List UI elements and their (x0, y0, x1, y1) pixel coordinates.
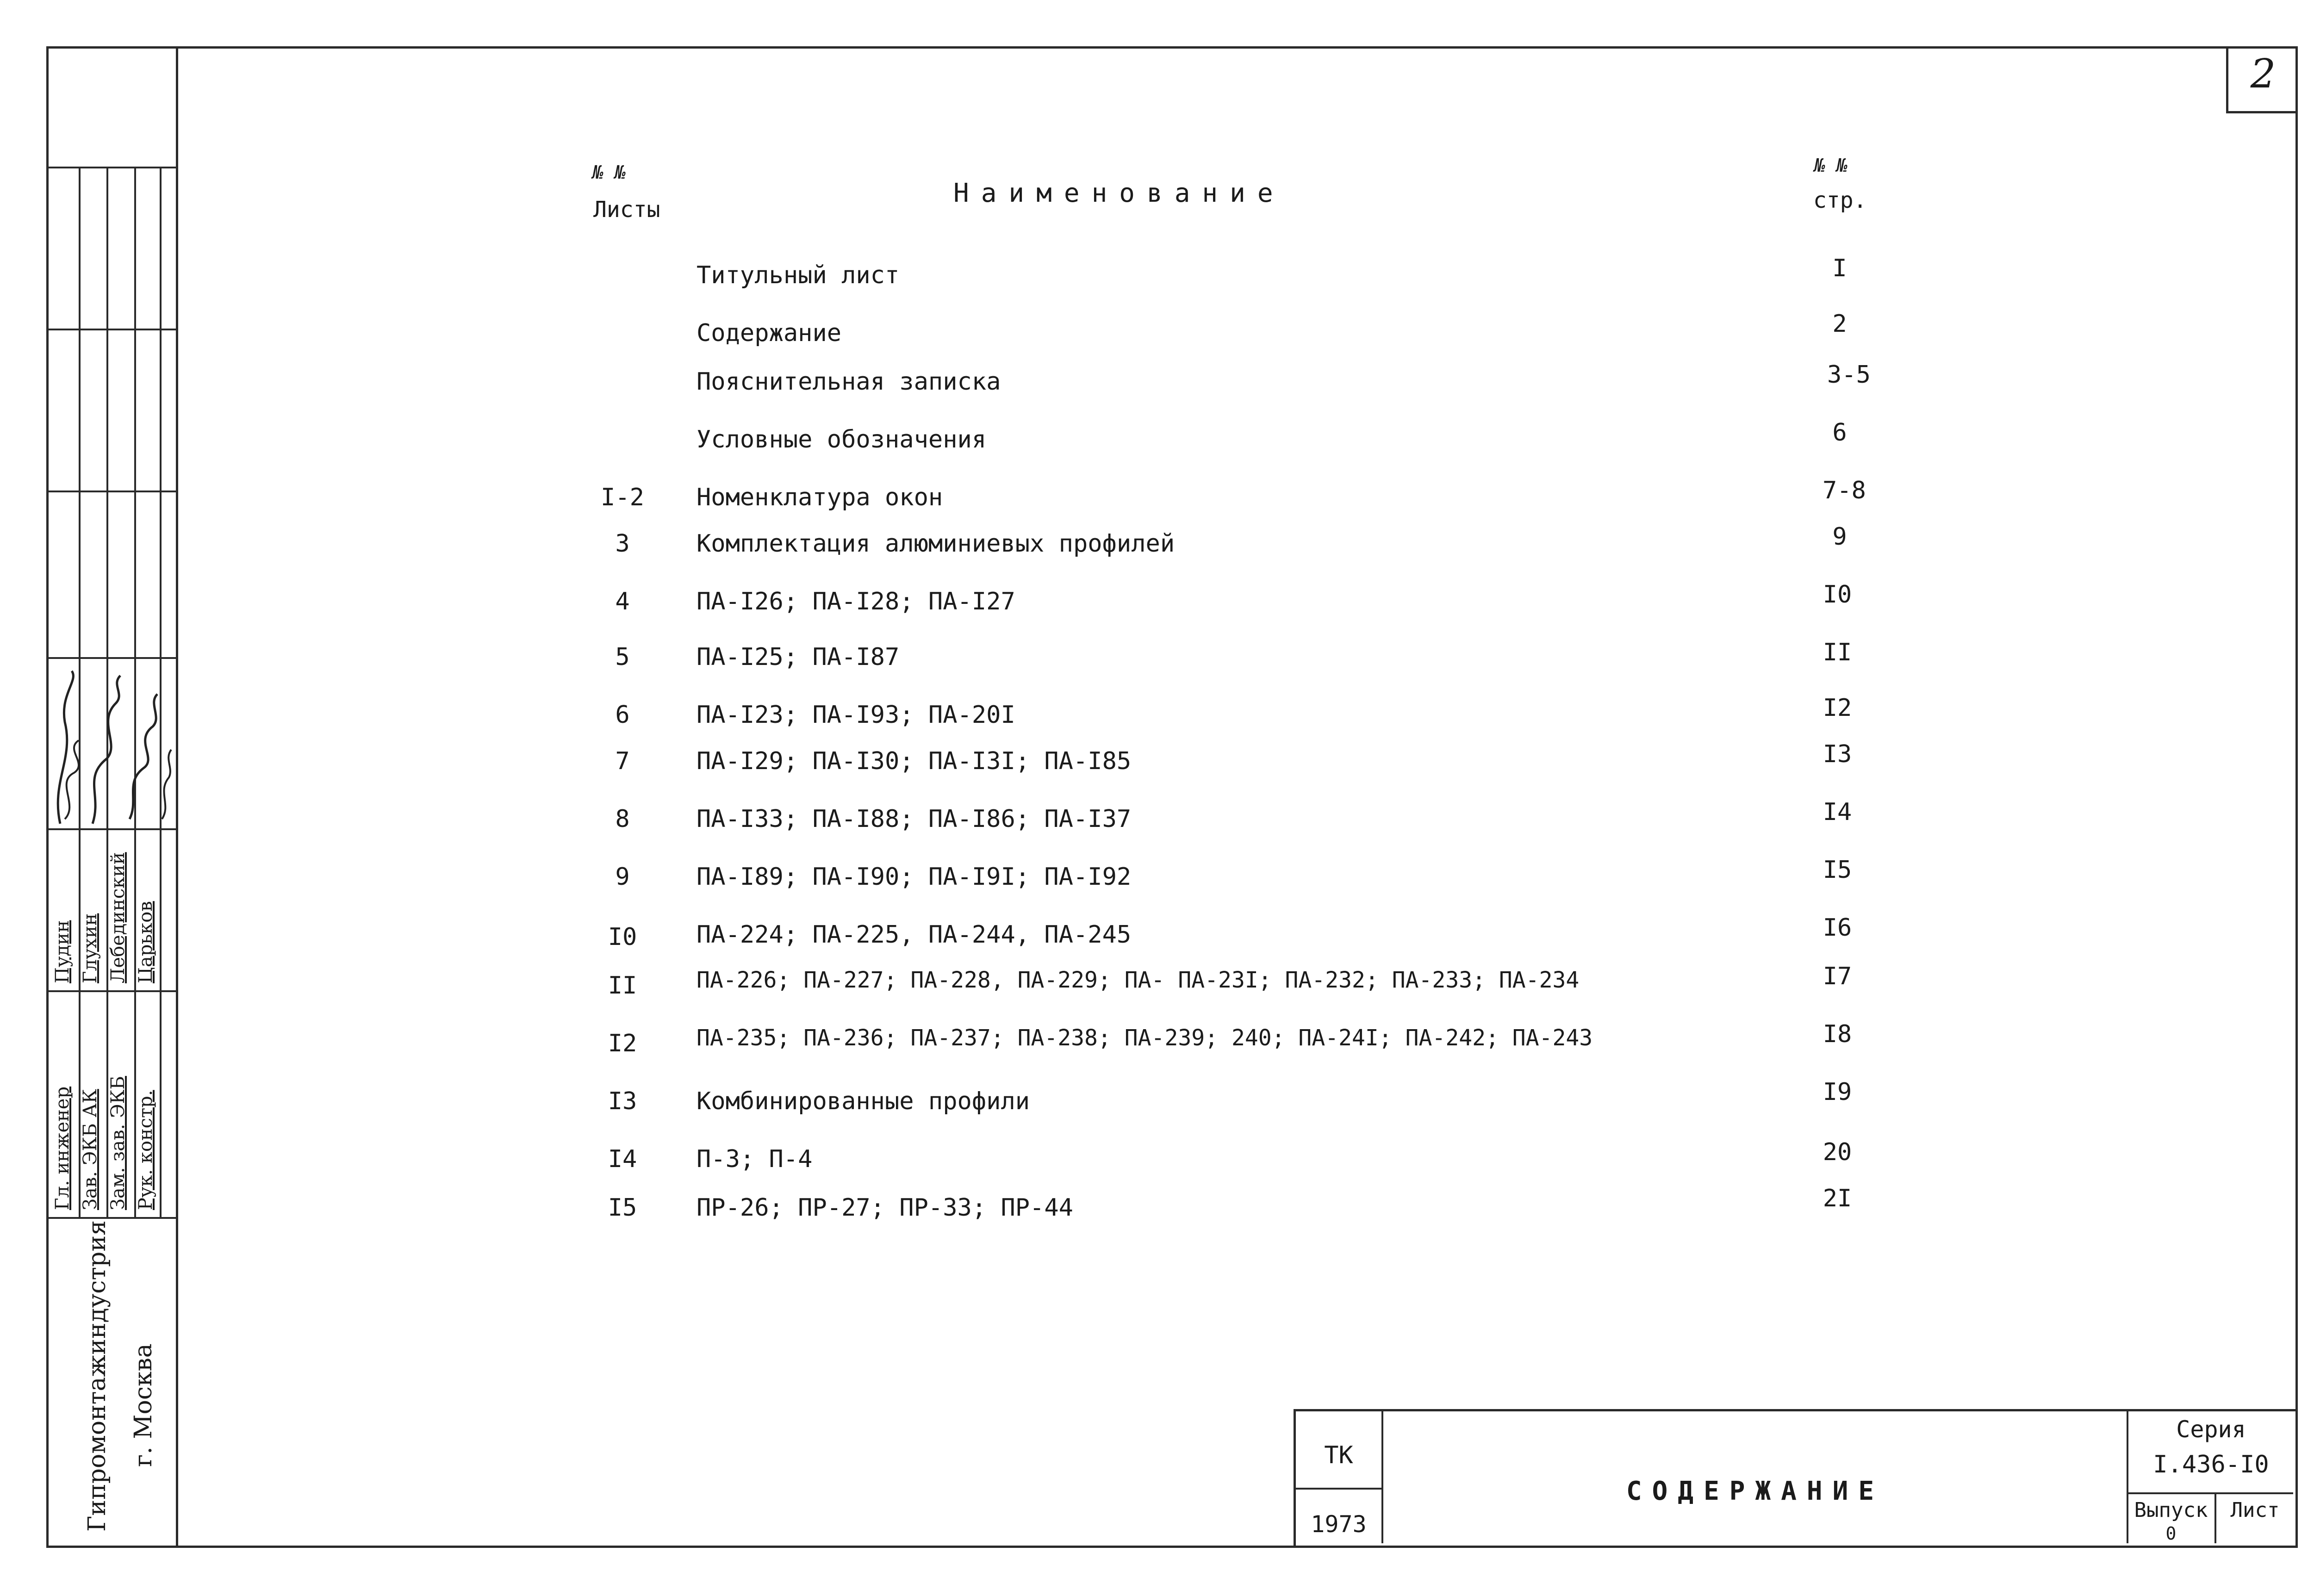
series-label: Серия (2176, 1416, 2246, 1443)
sheet-number: I0 (608, 923, 637, 951)
page-ref: I6 (1823, 914, 1852, 942)
item-name: Комплектация алюминиевых профилей (697, 530, 1175, 558)
sheet-number: II (608, 972, 637, 1000)
stamp-name: Глухин (80, 913, 101, 983)
issue-label: Выпуск (2134, 1498, 2208, 1522)
item-name: Комбинированные профили (697, 1087, 1030, 1115)
stamp-line (46, 657, 176, 659)
title-block-divider (2127, 1492, 2293, 1494)
sheet-number: 8 (615, 805, 630, 833)
year-cell: 1973 (1311, 1511, 1367, 1538)
page-ref: I7 (1823, 963, 1852, 990)
pages-mark: № № (1814, 155, 1848, 176)
stamp-role: Гл. инженер (52, 1086, 73, 1210)
page-ref: 2 (1832, 310, 1847, 338)
sheet-number: 9 (615, 863, 630, 891)
item-name: Титульный лист (697, 261, 900, 289)
organization-name: Гипромонтажиндустрия (83, 1220, 111, 1532)
stamp-line (46, 990, 176, 992)
page-ref: 20 (1823, 1138, 1852, 1166)
stamp-role: Рук. констр. (135, 1090, 156, 1210)
item-name: ПА-I29; ПА-I30; ПА-I3I; ПА-I85 (697, 747, 1132, 775)
stamp-line (46, 491, 176, 492)
sheet-number: 6 (615, 701, 630, 729)
page-ref: 2I (1823, 1185, 1852, 1212)
stamp-name: Пудин (52, 920, 73, 983)
issue-value: 0 (2165, 1523, 2177, 1544)
drawing-frame (46, 46, 2298, 1548)
item-name: Пояснительная записка (697, 368, 1001, 396)
page-ref: I4 (1823, 798, 1852, 826)
sheet-number: I4 (608, 1145, 637, 1173)
stamp-top-line (46, 167, 176, 168)
item-name: ПА-I23; ПА-I93; ПА-20I (697, 701, 1015, 729)
pages-header: стр. (1813, 187, 1867, 213)
page-ref: 7-8 (1823, 477, 1866, 504)
title-block-divider (1294, 1488, 1381, 1490)
handwritten-signatures (46, 666, 176, 833)
item-name: Условные обозначения (697, 426, 987, 453)
stamp-role: Зав. ЭКБ АК (80, 1089, 101, 1210)
stamp-line (46, 329, 176, 330)
document-title: СОДЕРЖАНИЕ (1626, 1476, 1885, 1506)
item-name: ПА-I26; ПА-I28; ПА-I27 (697, 588, 1015, 615)
item-name: П-3; П-4 (697, 1145, 813, 1173)
page-ref: 6 (1832, 419, 1847, 447)
stamp-bottom-line (46, 1217, 176, 1219)
title-block-divider (1381, 1409, 1383, 1543)
item-name: ПА-235; ПА-236; ПА-237; ПА-238; ПА-239; 240; ПА-24I; ПА-242; ПА-243 (697, 1025, 1593, 1051)
sheet-number: I3 (608, 1087, 637, 1115)
sheets-header: Листы (593, 197, 660, 223)
sheet-number: 4 (615, 588, 630, 615)
page-ref: I2 (1823, 694, 1852, 722)
item-name: ПА-I89; ПА-I90; ПА-I9I; ПА-I92 (697, 863, 1132, 891)
sheet-number: 7 (615, 747, 630, 775)
page-ref: I3 (1823, 740, 1852, 768)
page-number-box (2226, 46, 2298, 113)
item-name: ПА-I25; ПА-I87 (697, 643, 900, 671)
page-ref: I0 (1823, 581, 1852, 609)
series-value: I.436-I0 (2153, 1451, 2269, 1478)
item-name: Номенклатура окон (697, 484, 943, 511)
item-name: ПА-226; ПА-227; ПА-228, ПА-229; ПА- ПА-23I; ПА-232; ПА-233; ПА-234 (697, 967, 1580, 993)
page-ref: I9 (1823, 1078, 1852, 1106)
item-name: ПР-26; ПР-27; ПР-33; ПР-44 (697, 1194, 1073, 1222)
city-name: г. Москва (130, 1343, 157, 1467)
page-ref: I8 (1823, 1020, 1852, 1048)
page-ref: II (1823, 639, 1852, 666)
sheet-number: I2 (608, 1030, 637, 1057)
left-strip-border (176, 46, 178, 1546)
page-ref: I (1832, 255, 1847, 282)
name-header: Наименование (953, 178, 1285, 208)
sheets-mark: № № (592, 162, 626, 183)
page-ref: 3-5 (1827, 361, 1871, 389)
code-cell: ТК (1324, 1441, 1353, 1469)
item-name: ПА-224; ПА-225, ПА-244, ПА-245 (697, 921, 1132, 949)
sheet-label: Лист (2230, 1498, 2280, 1522)
item-name: Содержание (697, 319, 842, 347)
sheet-number: 3 (615, 530, 630, 558)
sheet-number: I-2 (601, 484, 644, 511)
sheet-number: I5 (608, 1194, 637, 1222)
page-ref: 9 (1832, 523, 1847, 551)
stamp-role: Зам. зав. ЭКБ (107, 1076, 129, 1210)
item-name: ПА-I33; ПА-I88; ПА-I86; ПА-I37 (697, 805, 1132, 833)
page-ref: I5 (1823, 856, 1852, 884)
title-block-divider (2214, 1492, 2216, 1543)
stamp-name: Царьков (135, 901, 156, 983)
sheet-number: 5 (615, 643, 630, 671)
stamp-name: Лебединский (107, 852, 129, 983)
page-number: 2 (2250, 51, 2276, 97)
